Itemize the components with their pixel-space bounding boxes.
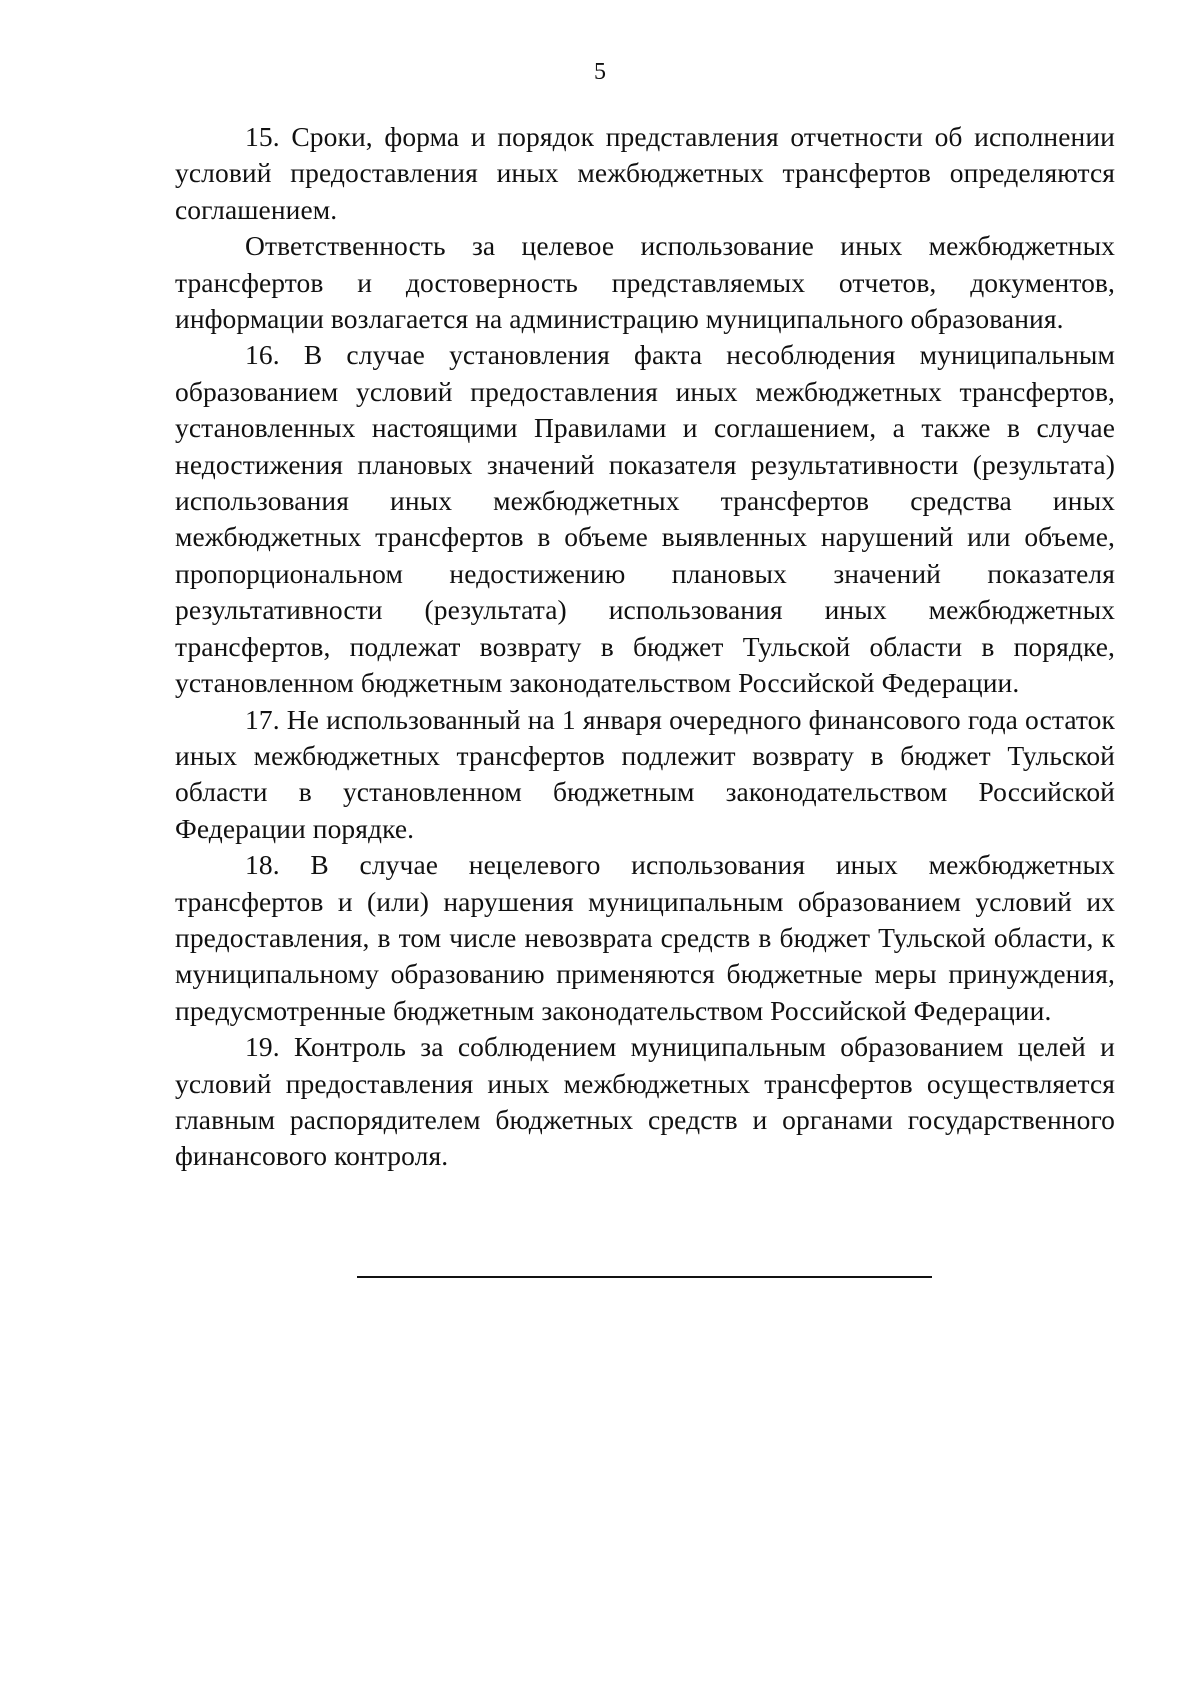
paragraph-15: 15. Сроки, форма и порядок представления отчетности об исполнении условий предоставления иных межбюджетных трансфертов определяются соглашением. <box>175 121 1115 225</box>
document-body <box>175 119 1115 1175</box>
paragraph-16: 16. В случае установления факта несоблюдения муниципальным образованием условий предоставления иных межбюджетных трансфертов, установленных настоящими Правилами и соглашением, а также в случае недостижения плановых значений показателя результативности (результата) использования иных межбюджетных трансфертов средства иных межбюджетных трансфертов в объеме выявленных нарушений или объеме, пропорциональном недостижению плановых значений показателя результативности (результата) использования иных межбюджетных трансфертов, подлежат возврату в бюджет Тульской области в порядке, установленном бюджетным законодательством Российской Федерации. <box>175 339 1115 699</box>
paragraph-19: 19. Контроль за соблюдением муниципальным образованием целей и условий предоставления иных межбюджетных трансфертов осуществляется главным распорядителем бюджетных средств и органами государственного финансового контроля. <box>175 1031 1115 1172</box>
paragraph-17: 17. Не использованный на 1 января очередного финансового года остаток иных межбюджетных трансфертов подлежит возврату в бюджет Тульской области в установленном бюджетным законодательством Российской Федерации порядке. <box>175 703 1115 844</box>
end-of-document-line <box>357 1276 932 1278</box>
paragraph-15-responsibility: Ответственность за целевое использование иных межбюджетных трансфертов и достоверность представляемых отчетов, документов, информации возлагается на администрацию муниципального образования. <box>175 230 1115 335</box>
page-number: 5 <box>594 59 606 85</box>
paragraph-18: 18. В случае нецелевого использования иных межбюджетных трансфертов и (или) нарушения муниципальным образованием условий их предоставления, в том числе невозврата средств в бюджет Тульской области, к муниципальному образованию применяются бюджетные меры принуждения, предусмотренные бюджетным законодательством Российской Федерации. <box>175 849 1115 1026</box>
